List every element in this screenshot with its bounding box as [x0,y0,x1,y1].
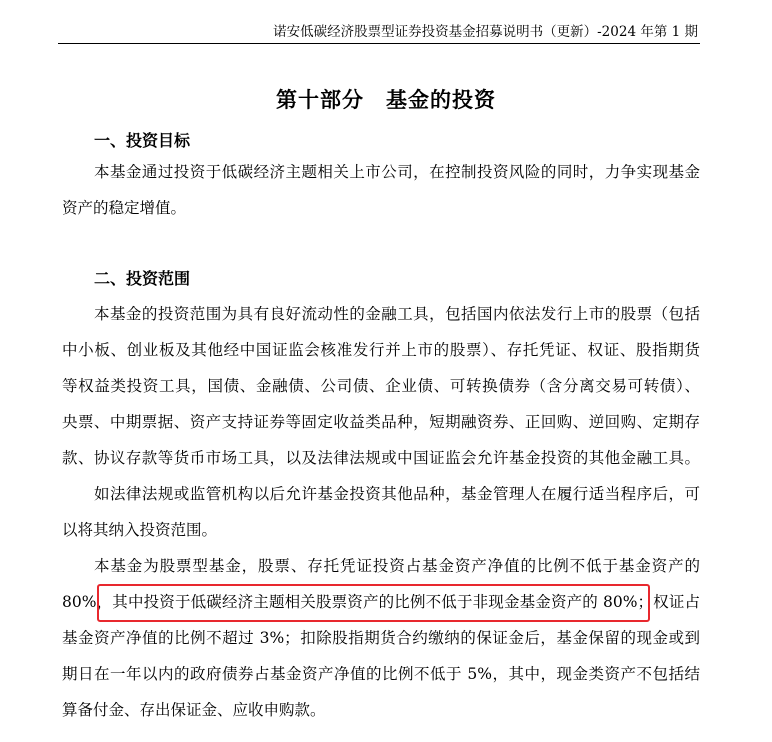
paragraph-line: 算备付金、存出保证金、应收申购款。 [62,701,326,719]
paragraph-line: 基金资产净值的比例不超过 3%；扣除股指期货合约缴纳的保证金后，基金保留的现金或到 [62,629,700,647]
paragraph-line: 央票、中期票据、资产支持证券等固定收益类品种，短期融资券、正回购、逆回购、定期存 [62,413,700,431]
document-header: 诺安低碳经济股票型证券投资基金招募说明书（更新）-2024 年第 1 期 [273,24,698,40]
paragraph-line: 等权益类投资工具，国债、金融债、公司债、企业债、可转换债券（含分离交易可转债）、 [62,377,700,395]
paragraph-line: 中小板、创业板及其他经中国证监会核准发行并上市的股票）、存托凭证、权证、股指期货 [62,341,700,359]
heading-investment-objective: 一、投资目标 [94,131,191,150]
paragraph-line: 款、协议存款等货币市场工具，以及法律法规或中国证监会允许基金投资的其他金融工具。 [62,449,700,467]
section-title: 第十部分 基金的投资 [276,88,496,112]
highlight-box [97,584,650,622]
paragraph-line: 本基金为股票型基金，股票、存托凭证投资占基金资产净值的比例不低于基金资产的 [94,557,700,575]
paragraph-line: 以将其纳入投资范围。 [62,521,218,539]
paragraph-line: 80%，其中投资于低碳经济主题相关股票资产的比例不低于非现金基金资产的 80%；权证占 [62,593,700,611]
paragraph-line: 期日在一年以内的政府债券占基金资产净值的比例不低于 5%，其中，现金类资产不包括结 [62,665,700,683]
heading-investment-scope: 二、投资范围 [94,269,191,288]
paragraph-line: 资产的稳定增值。 [62,199,187,217]
header-rule [58,43,700,44]
paragraph-line: 如法律法规或监管机构以后允许基金投资其他品种，基金管理人在履行适当程序后，可 [94,485,700,503]
paragraph-line: 本基金通过投资于低碳经济主题相关上市公司，在控制投资风险的同时，力争实现基金 [94,163,700,181]
paragraph-line: 本基金的投资范围为具有良好流动性的金融工具，包括国内依法发行上市的股票（包括 [94,305,700,323]
